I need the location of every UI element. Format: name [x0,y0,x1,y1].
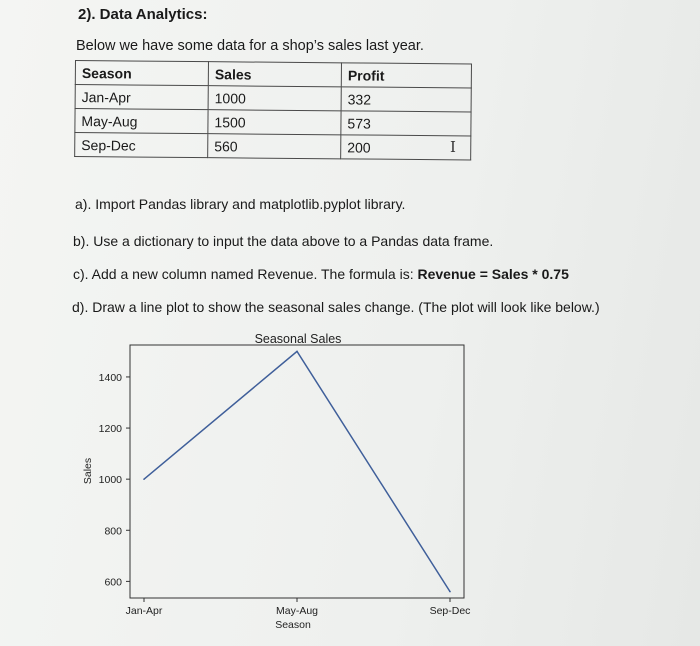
task-b: b). Use a dictionary to input the data above to a Pandas data frame. [73,233,494,249]
task-c-text: c). Add a new column named Revenue. The formula is: [73,266,418,282]
x-axis-label: Season [275,619,311,631]
text-cursor-icon: I [450,138,456,156]
data-point [296,351,298,353]
data-point [449,591,451,593]
task-c-formula: Revenue = Sales * 0.75 [417,266,569,282]
y-tick-label: 1000 [98,474,122,487]
y-tick-label: 1200 [98,423,122,436]
y-tick-label: 1400 [98,371,122,384]
task-d: d). Draw a line plot to show the seasonal sales change. (The plot will look like below.) [72,299,600,315]
table-header-cell: Sales [208,62,341,87]
task-a: a). Import Pandas library and matplotlib.pyplot library. [75,196,406,212]
table-cell: 560 [208,134,341,159]
x-tick-label: Sep-Dec [429,605,471,617]
table-header-cell: Profit [341,63,471,88]
intro-text: Below we have some data for a shop’s sales last year. [76,38,424,54]
sales-line-series [144,351,450,591]
x-tick-label: May-Aug [275,605,319,617]
plot-marks [99,351,471,617]
table-header-cell: Season [75,61,208,86]
x-tick-label: Jan-Apr [125,605,163,617]
table-cell: Sep-Dec [75,133,208,158]
table-cell: 573 [341,111,471,136]
plot-frame [130,345,464,598]
section-heading: 2). Data Analytics: [78,6,208,23]
table-cell: May-Aug [75,109,208,134]
chart-title: Seasonal Sales [254,332,342,346]
y-tick-label: 600 [104,576,122,589]
table-cell: Jan-Apr [75,85,208,110]
table-cell: 332 [341,87,471,112]
table-cell: 1000 [208,86,341,111]
table-cell: 200 [341,135,471,160]
y-tick-label: 800 [104,525,122,538]
table-cell: 1500 [208,110,341,135]
data-point [143,478,145,480]
y-axis-label: Sales [82,457,94,485]
